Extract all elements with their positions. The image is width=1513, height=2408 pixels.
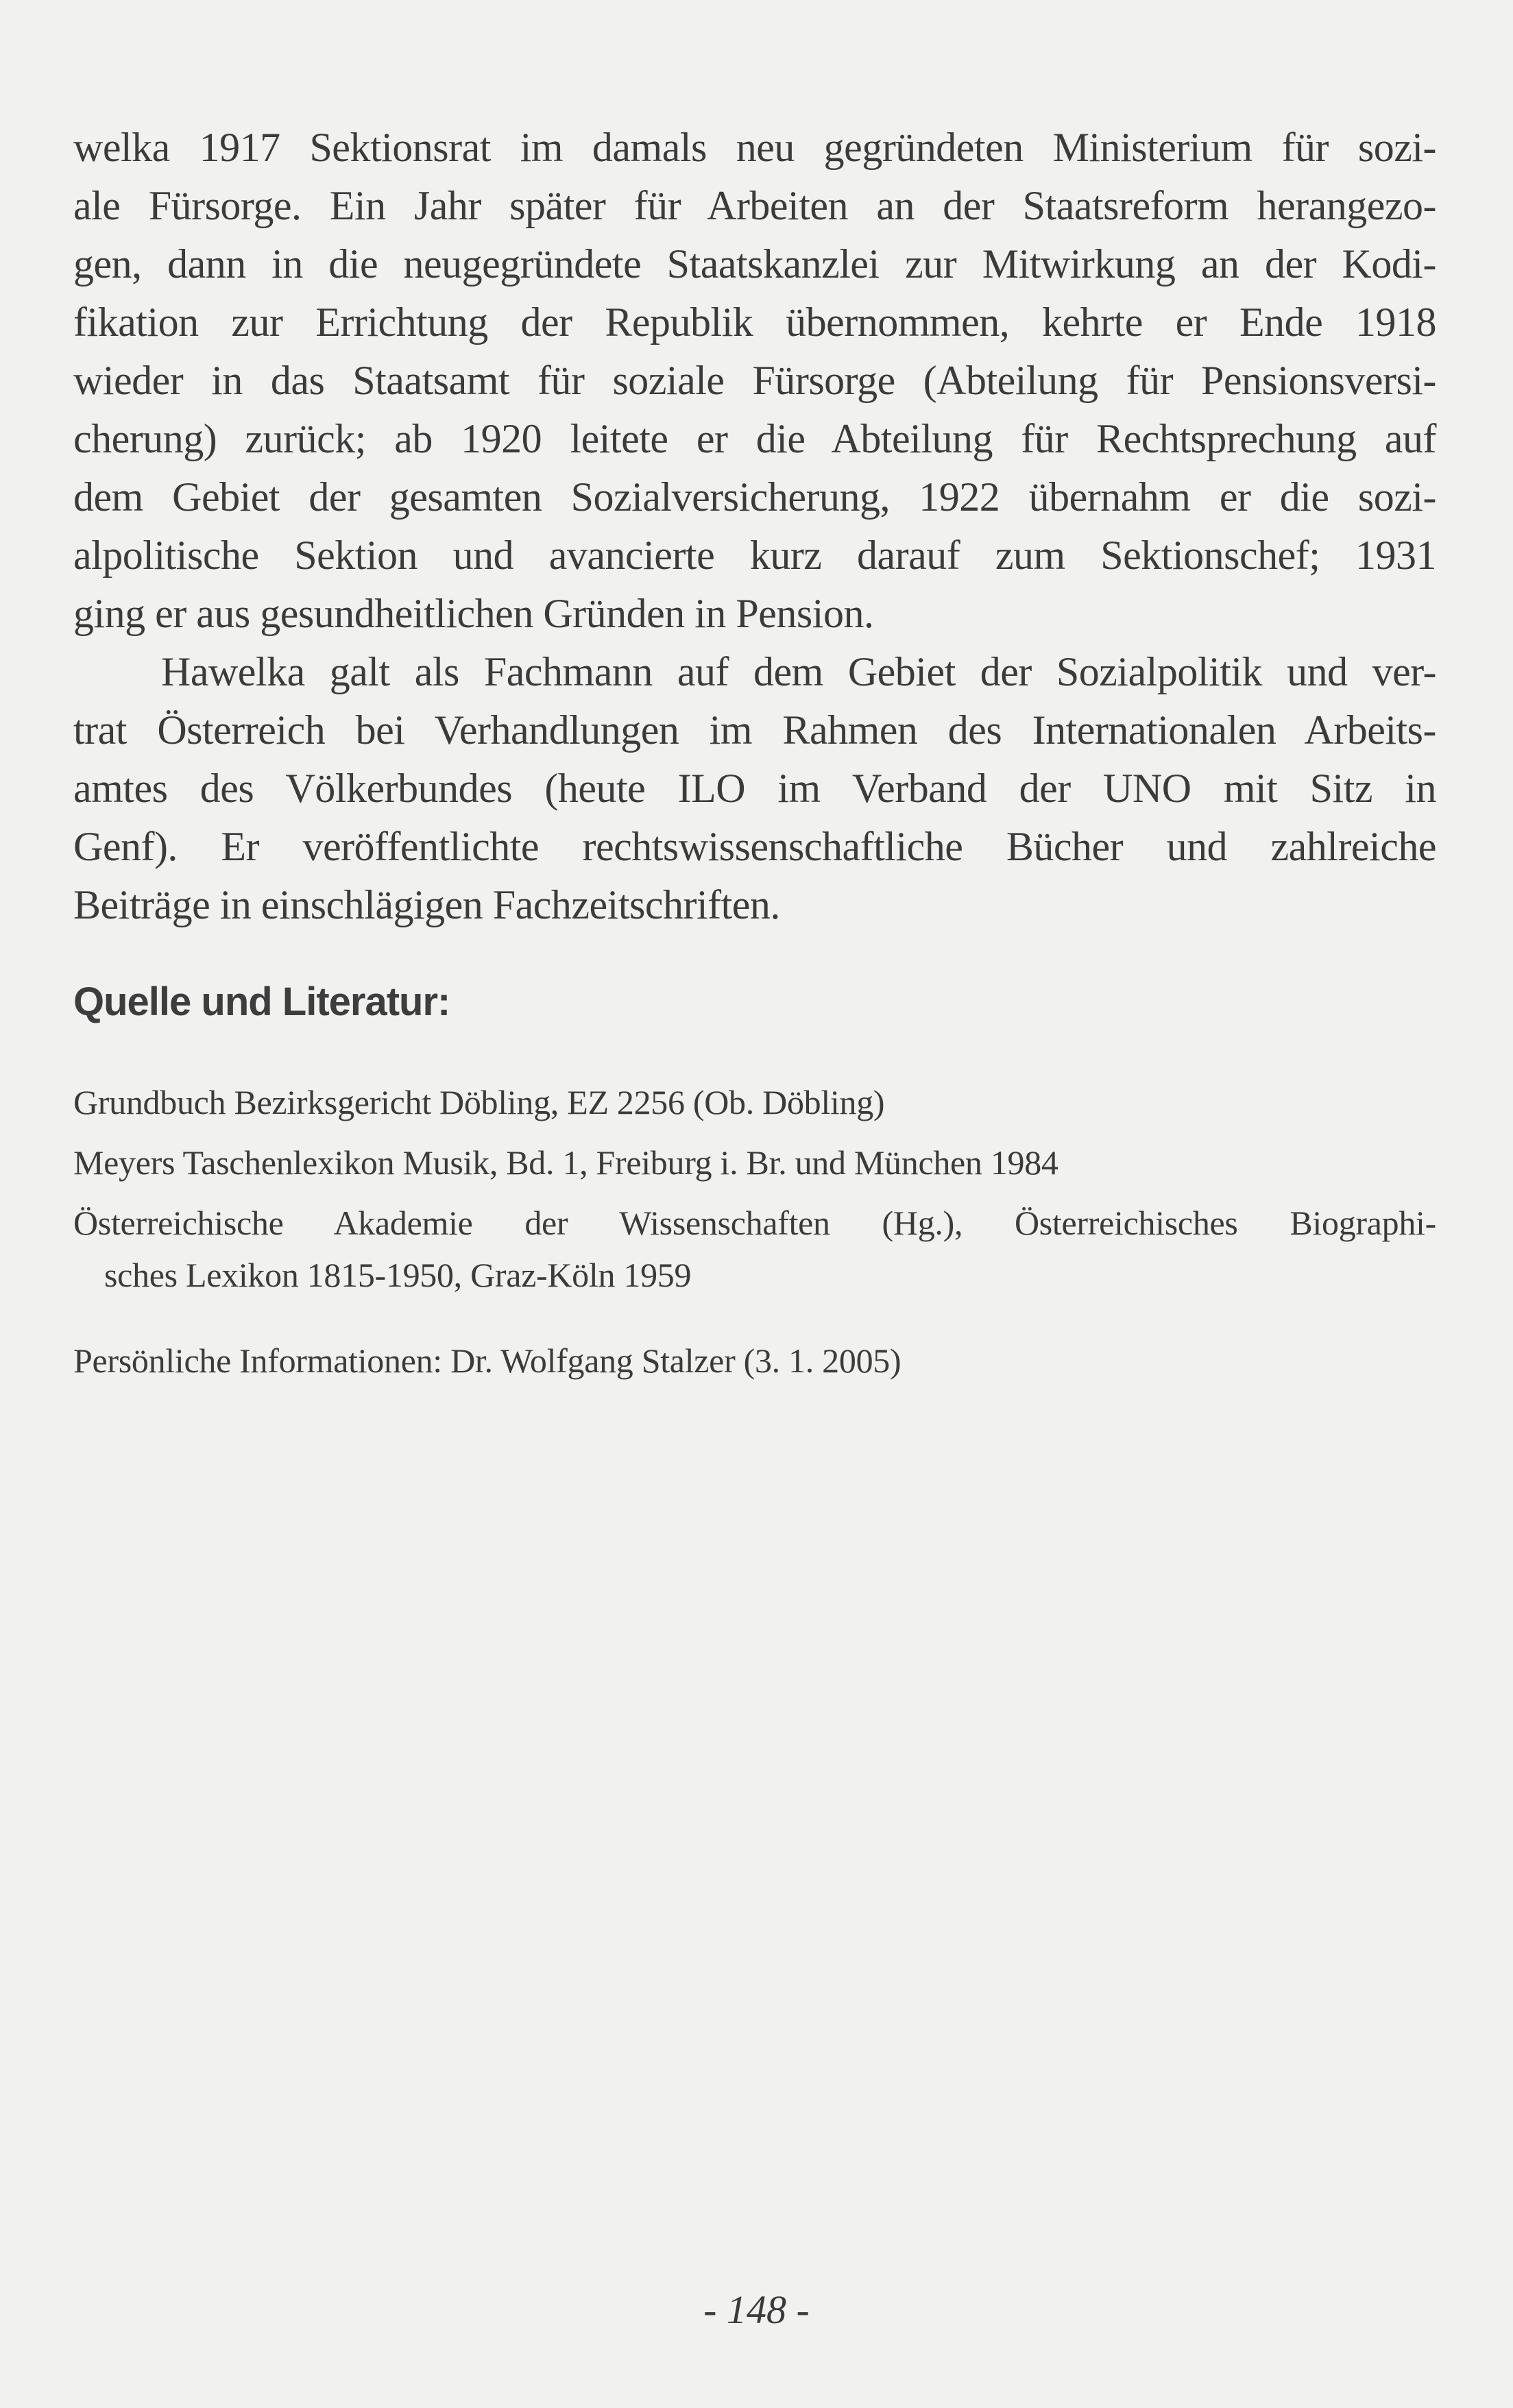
- body-text-line: amtes des Völkerbundes (heute ILO im Verband der UNO mit Sitz in: [73, 766, 1436, 811]
- body-text-line: Hawelka galt als Fachmann auf dem Gebiet der Sozialpolitik und ver-: [161, 649, 1436, 694]
- body-text-line: ging er aus gesundheitlichen Gründen in Pension.: [73, 591, 874, 636]
- body-text-line: Genf). Er veröffentlichte rechtswissenschaftliche Bücher und zahlreiche: [73, 824, 1436, 869]
- page-number: - 148 -: [703, 2287, 810, 2332]
- body-text-line: wieder in das Staatsamt für soziale Fürsorge (Abteilung für Pensionsversi-: [73, 358, 1436, 403]
- body-text-line: cherung) zurück; ab 1920 leitete er die Abteilung für Rechtsprechung auf: [73, 416, 1436, 461]
- body-text-line: gen, dann in die neugegründete Staatskanzlei zur Mitwirkung an der Kodi-: [73, 241, 1436, 287]
- body-text-line: ale Fürsorge. Ein Jahr später für Arbeiten an der Staatsreform herangezo-: [73, 183, 1436, 228]
- body-text-line: trat Österreich bei Verhandlungen im Rahmen des Internationalen Arbeits-: [73, 707, 1436, 753]
- reference-item: Österreichische Akademie der Wissenschaften (Hg.), Österreichisches Biographi-: [73, 1204, 1436, 1242]
- body-text-line: welka 1917 Sektionsrat im damals neu gegründeten Ministerium für sozi-: [73, 125, 1436, 170]
- body-text-line: alpolitische Sektion und avancierte kurz darauf zum Sektionschef; 1931: [73, 533, 1436, 578]
- reference-item: Persönliche Informationen: Dr. Wolfgang Stalzer (3. 1. 2005): [73, 1341, 901, 1380]
- section-heading: Quelle und Literatur:: [73, 980, 450, 1024]
- reference-item: Grundbuch Bezirksgericht Döbling, EZ 2256 (Ob. Döbling): [73, 1083, 885, 1121]
- body-text-line: dem Gebiet der gesamten Sozialversicherung, 1922 übernahm er die sozi-: [73, 474, 1436, 520]
- reference-item: Meyers Taschenlexikon Musik, Bd. 1, Freiburg i. Br. und München 1984: [73, 1143, 1058, 1182]
- body-text-line: fikation zur Errichtung der Republik übernommen, kehrte er Ende 1918: [73, 300, 1436, 345]
- reference-item-continuation: sches Lexikon 1815-1950, Graz-Köln 1959: [104, 1256, 692, 1294]
- body-text-line: Beiträge in einschlägigen Fachzeitschriften.: [73, 882, 780, 927]
